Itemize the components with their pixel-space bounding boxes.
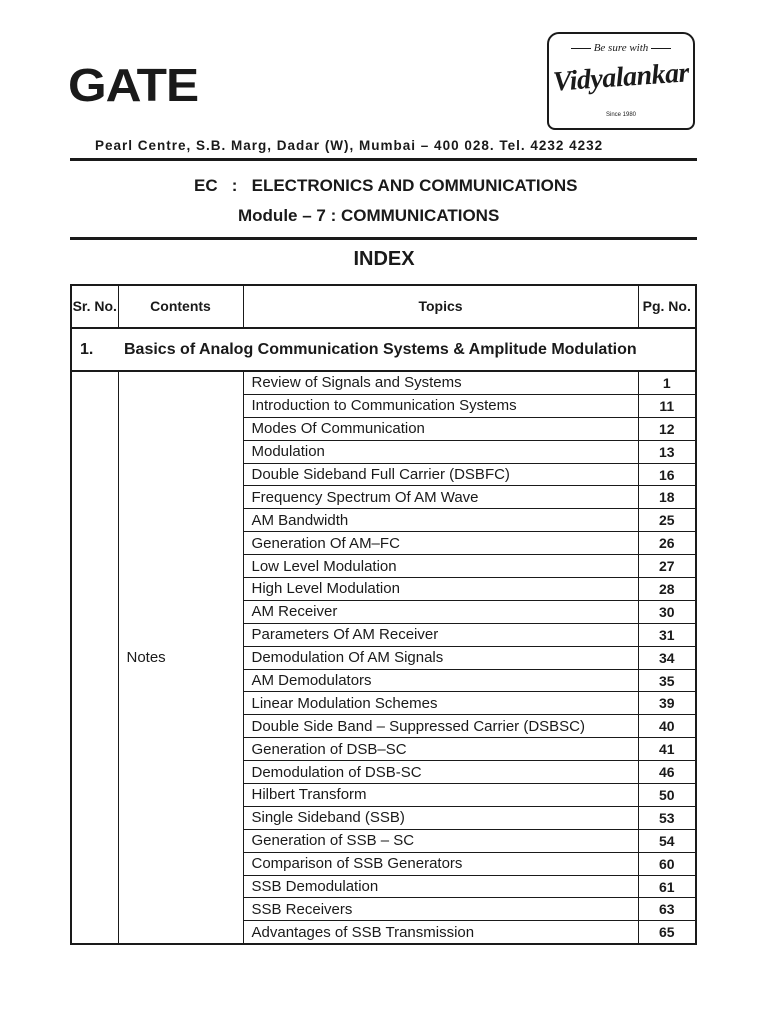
topic-cell: Modulation <box>243 440 638 463</box>
topic-cell: AM Receiver <box>243 600 638 623</box>
page-number-cell: 1 <box>638 371 696 394</box>
table-header-row <box>71 285 696 328</box>
contents-cell: Notes <box>118 371 243 944</box>
topic-cell: Modes Of Communication <box>243 417 638 440</box>
page-number-cell: 54 <box>638 829 696 852</box>
topic-cell: Linear Modulation Schemes <box>243 692 638 715</box>
topic-cell: Demodulation Of AM Signals <box>243 646 638 669</box>
page-number-cell: 12 <box>638 417 696 440</box>
topic-cell: Parameters Of AM Receiver <box>243 623 638 646</box>
vidyalankar-logo <box>547 32 695 130</box>
header-sr-no: Sr. No. <box>71 285 118 328</box>
topic-cell: SSB Receivers <box>243 898 638 921</box>
title-divider <box>70 237 697 240</box>
index-title-text: INDEX <box>353 248 415 270</box>
vidyalankar-tagline: Be sure with <box>549 42 693 54</box>
address-line: Pearl Centre, S.B. Marg, Dadar (W), Mumbai – 400 028. Tel. 4232 4232 <box>95 138 604 153</box>
section-number: 1. <box>80 340 94 358</box>
topic-cell: Generation Of AM–FC <box>243 532 638 555</box>
page-number-cell: 26 <box>638 532 696 555</box>
page-number-cell: 25 <box>638 509 696 532</box>
topic-cell: Review of Signals and Systems <box>243 371 638 394</box>
module-heading: Module – 7 : COMMUNICATIONS <box>238 206 500 225</box>
topic-cell: AM Bandwidth <box>243 509 638 532</box>
page-number-cell: 13 <box>638 440 696 463</box>
section-title: Basics of Analog Communication Systems & Amplitude Modulation <box>124 340 637 358</box>
topic-cell: High Level Modulation <box>243 578 638 601</box>
gate-logo: GATE <box>68 59 199 111</box>
topic-cell: Generation of SSB – SC <box>243 829 638 852</box>
index-title <box>0 248 768 271</box>
section-row <box>71 328 696 371</box>
table-row <box>71 371 696 394</box>
page-number-cell: 11 <box>638 394 696 417</box>
page-number-cell: 27 <box>638 555 696 578</box>
topic-cell: Single Sideband (SSB) <box>243 806 638 829</box>
topic-cell: Double Side Band – Suppressed Carrier (DSBSC) <box>243 715 638 738</box>
page-number-cell: 63 <box>638 898 696 921</box>
sr-no-cell <box>71 371 118 944</box>
topic-cell: Double Sideband Full Carrier (DSBFC) <box>243 463 638 486</box>
topic-cell: Advantages of SSB Transmission <box>243 921 638 944</box>
page-number-cell: 31 <box>638 623 696 646</box>
page-number-cell: 41 <box>638 738 696 761</box>
topic-cell: Generation of DSB–SC <box>243 738 638 761</box>
topic-cell: SSB Demodulation <box>243 875 638 898</box>
page-number-cell: 46 <box>638 761 696 784</box>
section-cell <box>71 328 696 371</box>
page-number-cell: 28 <box>638 578 696 601</box>
header-contents: Contents <box>118 285 243 328</box>
topic-cell: Frequency Spectrum Of AM Wave <box>243 486 638 509</box>
page-number-cell: 61 <box>638 875 696 898</box>
page-number-cell: 16 <box>638 463 696 486</box>
page-number-cell: 40 <box>638 715 696 738</box>
subject-heading: EC : ELECTRONICS AND COMMUNICATIONS <box>194 176 578 195</box>
topic-cell: Low Level Modulation <box>243 555 638 578</box>
page-number-cell: 39 <box>638 692 696 715</box>
page-number-cell: 53 <box>638 806 696 829</box>
vidyalankar-since: Since 1980 <box>605 112 637 118</box>
page-number-cell: 50 <box>638 784 696 807</box>
page-number-cell: 30 <box>638 600 696 623</box>
index-table <box>70 284 697 945</box>
page-number-cell: 35 <box>638 669 696 692</box>
topic-cell: Demodulation of DSB-SC <box>243 761 638 784</box>
topic-cell: Comparison of SSB Generators <box>243 852 638 875</box>
page-number-cell: 60 <box>638 852 696 875</box>
page-number-cell: 65 <box>638 921 696 944</box>
header-divider <box>70 158 697 161</box>
header-topics: Topics <box>243 285 638 328</box>
page-number-cell: 18 <box>638 486 696 509</box>
topic-cell: AM Demodulators <box>243 669 638 692</box>
header-pg-no: Pg. No. <box>638 285 696 328</box>
vidyalankar-brand: Vidyalankar <box>552 57 690 98</box>
topic-cell: Hilbert Transform <box>243 784 638 807</box>
page-number-cell: 34 <box>638 646 696 669</box>
topic-cell: Introduction to Communication Systems <box>243 394 638 417</box>
